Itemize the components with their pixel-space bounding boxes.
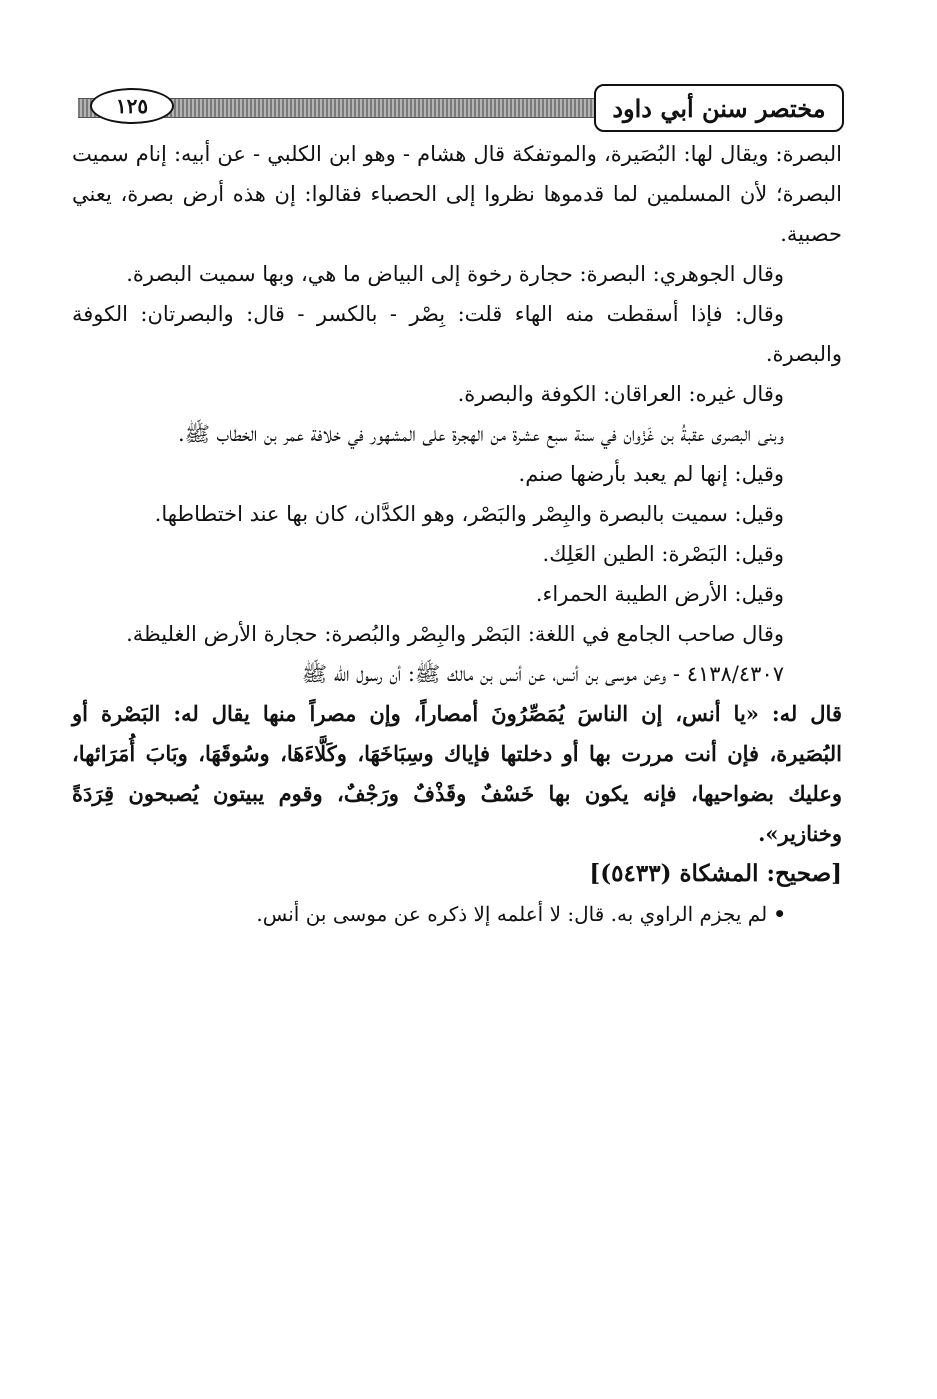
page-number: ١٢٥	[90, 88, 174, 124]
hadith-intro: ٤١٣٨/٤٣٠٧ - وعن موسى بن أنس، عن أنس بن مالك ﷺ: أن رسول الله ﷺ	[301, 662, 784, 686]
hadith-text: قال له: «يا أنس، إن الناسَ يُمَصِّرُونَ أمصاراً، وإن مصراً منها يقال له: البَصْرة أو البُصَيرة، فإن أنت مررت بها أو دخلتها فإياك وسِبَاخَهَا، وكَلَّاءَهَا، وسُوقَهَا، وبَابَ أُمَرَائها، وعليك بضواحيها، فإنه يكون بها خَسْفٌ وقَذْفٌ ورَجْفٌ، وقوم يبيتون يُصبحون قِرَدَةً وخنازير».	[72, 701, 842, 846]
paragraph-jami-lexicon: وقال صاحب الجامع في اللغة: البَصْر والبِصْر والبُصرة: حجارة الأرض الغليظة.	[126, 622, 784, 646]
paragraph-red-earth: وقيل: الأرض الطيبة الحمراء.	[535, 582, 784, 606]
paragraph-bisr: وقال: فإذا أسقطت منه الهاء قلت: بِصْر - بالكسر - قال: والبصرتان: الكوفة والبصرة.	[72, 302, 842, 366]
page-header	[68, 84, 844, 132]
paragraph-founding: وبنى البصرى عقبةُ بن غَزْوان في سنة سبع عشرة من الهجرة على المشهور في خلافة عمر بن الخطاب ﷺ.	[177, 422, 784, 446]
paragraph-basra-naming: البصرة: ويقال لها: البُصَيرة، والموتفكة قال هشام - وهو ابن الكلبي - عن أبيه: إنام سميت البصرة؛ لأن المسلمين لما قدموها نظروا إلى الحصباء فقالوا: إن هذه أرض بصرة، يعني حصبية.	[72, 142, 842, 246]
footnote-text: لم يجزم الراوي به. قال: لا أعلمه إلا ذكره عن موسى بن أنس.	[256, 902, 768, 926]
page-body	[72, 134, 842, 934]
hadith-grade: [صحيح: المشكاة (٥٤٣٣)]	[589, 860, 842, 887]
paragraph-named-after: وقيل: سميت بالبصرة والبِصْر والبَصْر، وهو الكدَّان، كان بها عند اختطاطها.	[154, 502, 784, 526]
paragraph-jawhari: وقال الجوهري: البصرة: حجارة رخوة إلى البياض ما هي، وبها سميت البصرة.	[126, 262, 784, 286]
bullet-icon: •	[773, 902, 786, 926]
footnote	[72, 894, 842, 934]
book-title: مختصر سنن أبي داود	[594, 84, 844, 132]
paragraph-iraqan: وقال غيره: العراقان: الكوفة والبصرة.	[457, 382, 784, 406]
paragraph-no-idol: وقيل: إنها لم يعبد بأرضها صنم.	[518, 462, 784, 486]
paragraph-sticky-clay: وقيل: البَصْرة: الطين العَلِك.	[542, 542, 784, 566]
